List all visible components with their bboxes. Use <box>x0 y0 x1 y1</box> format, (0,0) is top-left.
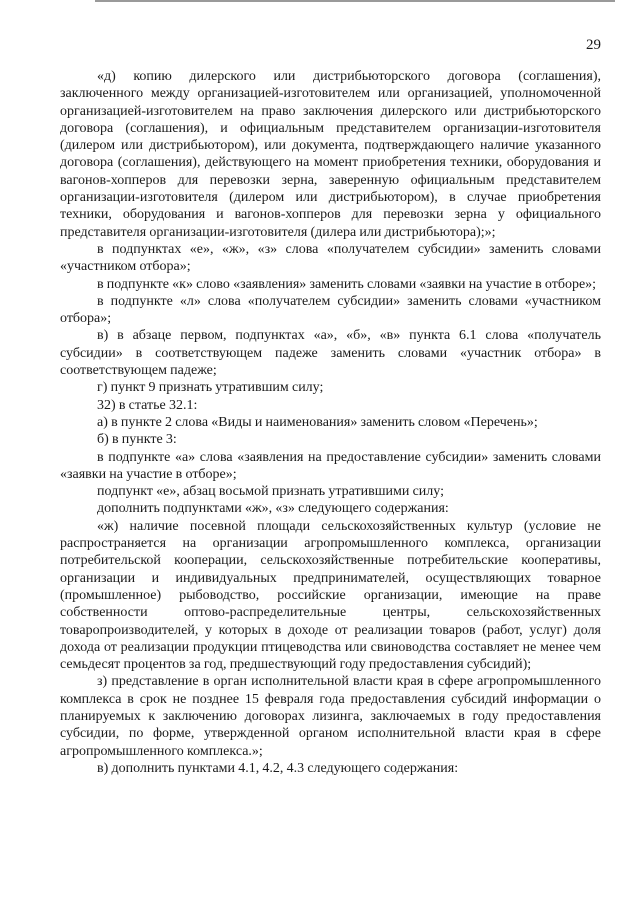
paragraph-item-a: а) в пункте 2 слова «Виды и наименования» заменить словом «Перечень»; <box>97 414 538 430</box>
paragraph-subitem-z: з) представление в орган исполнительной власти края в сфере агропромышленного комплекса в срок не позднее 15 февраля года предоставления субсидий информации о планируемых к заключению договорах лизинга, заключаемых в году предоставления субсидии, по форме, утвержденной органом исполнительной власти края в сфере агропромышленного комплекса.»; <box>60 674 601 759</box>
paragraph-item-v-6-1: в) в абзаце первом, подпунктах «а», «б», «в» пункта 6.1 слова «получатель субсидии» в соответствующем падеже заменить словами «участник отбора» в соответствующем падеже; <box>60 328 601 379</box>
paragraph-article-32-1: 32) в статье 32.1: <box>97 397 198 413</box>
paragraph-subitem-k: в подпункте «к» слово «заявления» заменить словами «заявки на участие в отборе»; <box>97 276 597 292</box>
paragraph-item-v-add: в) дополнить пунктами 4.1, 4.2, 4.3 следующего содержания: <box>97 760 459 776</box>
paragraph-subitem-a: в подпункте «а» слова «заявления на предоставление субсидии» заменить словами «заявки на участие в отборе»; <box>60 449 601 482</box>
paragraph-subitems-e-zh-z: в подпунктах «е», «ж», «з» слова «получателем субсидии» заменить словами «участником отбора»; <box>60 241 601 275</box>
paragraph-subitem-d: «д) копию дилерского или дистрибьюторского договора (соглашения), заключенного между организацией-изготовителем или организацией, уполномоченной организацией-изготовителем на право заключения дилерского или дистрибьюторского договора (соглашения), и официальным представителем организации-изготовителя (дилером или дистрибьютором), или документа, подтверждающего наличие указанного договора (соглашения), действующего на момент приобретения техники, оборудования и вагонов-хопперов для перевозки зерна, заверенную официальным представителем организации-изготовителя (дилером или дистрибьютором), в случае приобретения техники, оборудования и вагонов-хопперов для перевозки зерна у официального представителя организации-изготовителя (дилера или дистрибьютора);»; <box>60 69 601 240</box>
document-body <box>60 68 601 777</box>
page-number: 29 <box>586 37 601 53</box>
top-border-line <box>95 0 615 2</box>
paragraph-item-b: б) в пункте 3: <box>97 432 177 448</box>
paragraph-subitem-zh: «ж) наличие посевной площади сельскохозяйственных культур (условие не распространяется на организации агропромышленного комплекса, организации потребительской кооперации, сельскохозяйственные потребительские кооперативы, организации и индивидуальных предпринимателей, осуществляющих товарное (промышленное) рыбоводство, российские организации, имеющие на праве собственности оптово-распределительные центры, сельскохозяйственных товаропроизводителей, у которых в доходе от реализации товаров (работ, услуг) доля дохода от реализации продукции птицеводства или свиноводства составляет не менее чем семьдесят процентов за год, предшествующий году предоставления субсидий); <box>60 518 601 673</box>
paragraph-item-g: г) пункт 9 признать утратившим силу; <box>97 380 324 396</box>
paragraph-add-subitems: дополнить подпунктами «ж», «з» следующего содержания: <box>97 501 449 517</box>
paragraph-subitem-l: в подпункте «л» слова «получателем субсидии» заменить словами «участником отбора»; <box>60 293 601 327</box>
paragraph-subitem-e-void: подпункт «е», абзац восьмой признать утратившими силу; <box>97 484 444 500</box>
